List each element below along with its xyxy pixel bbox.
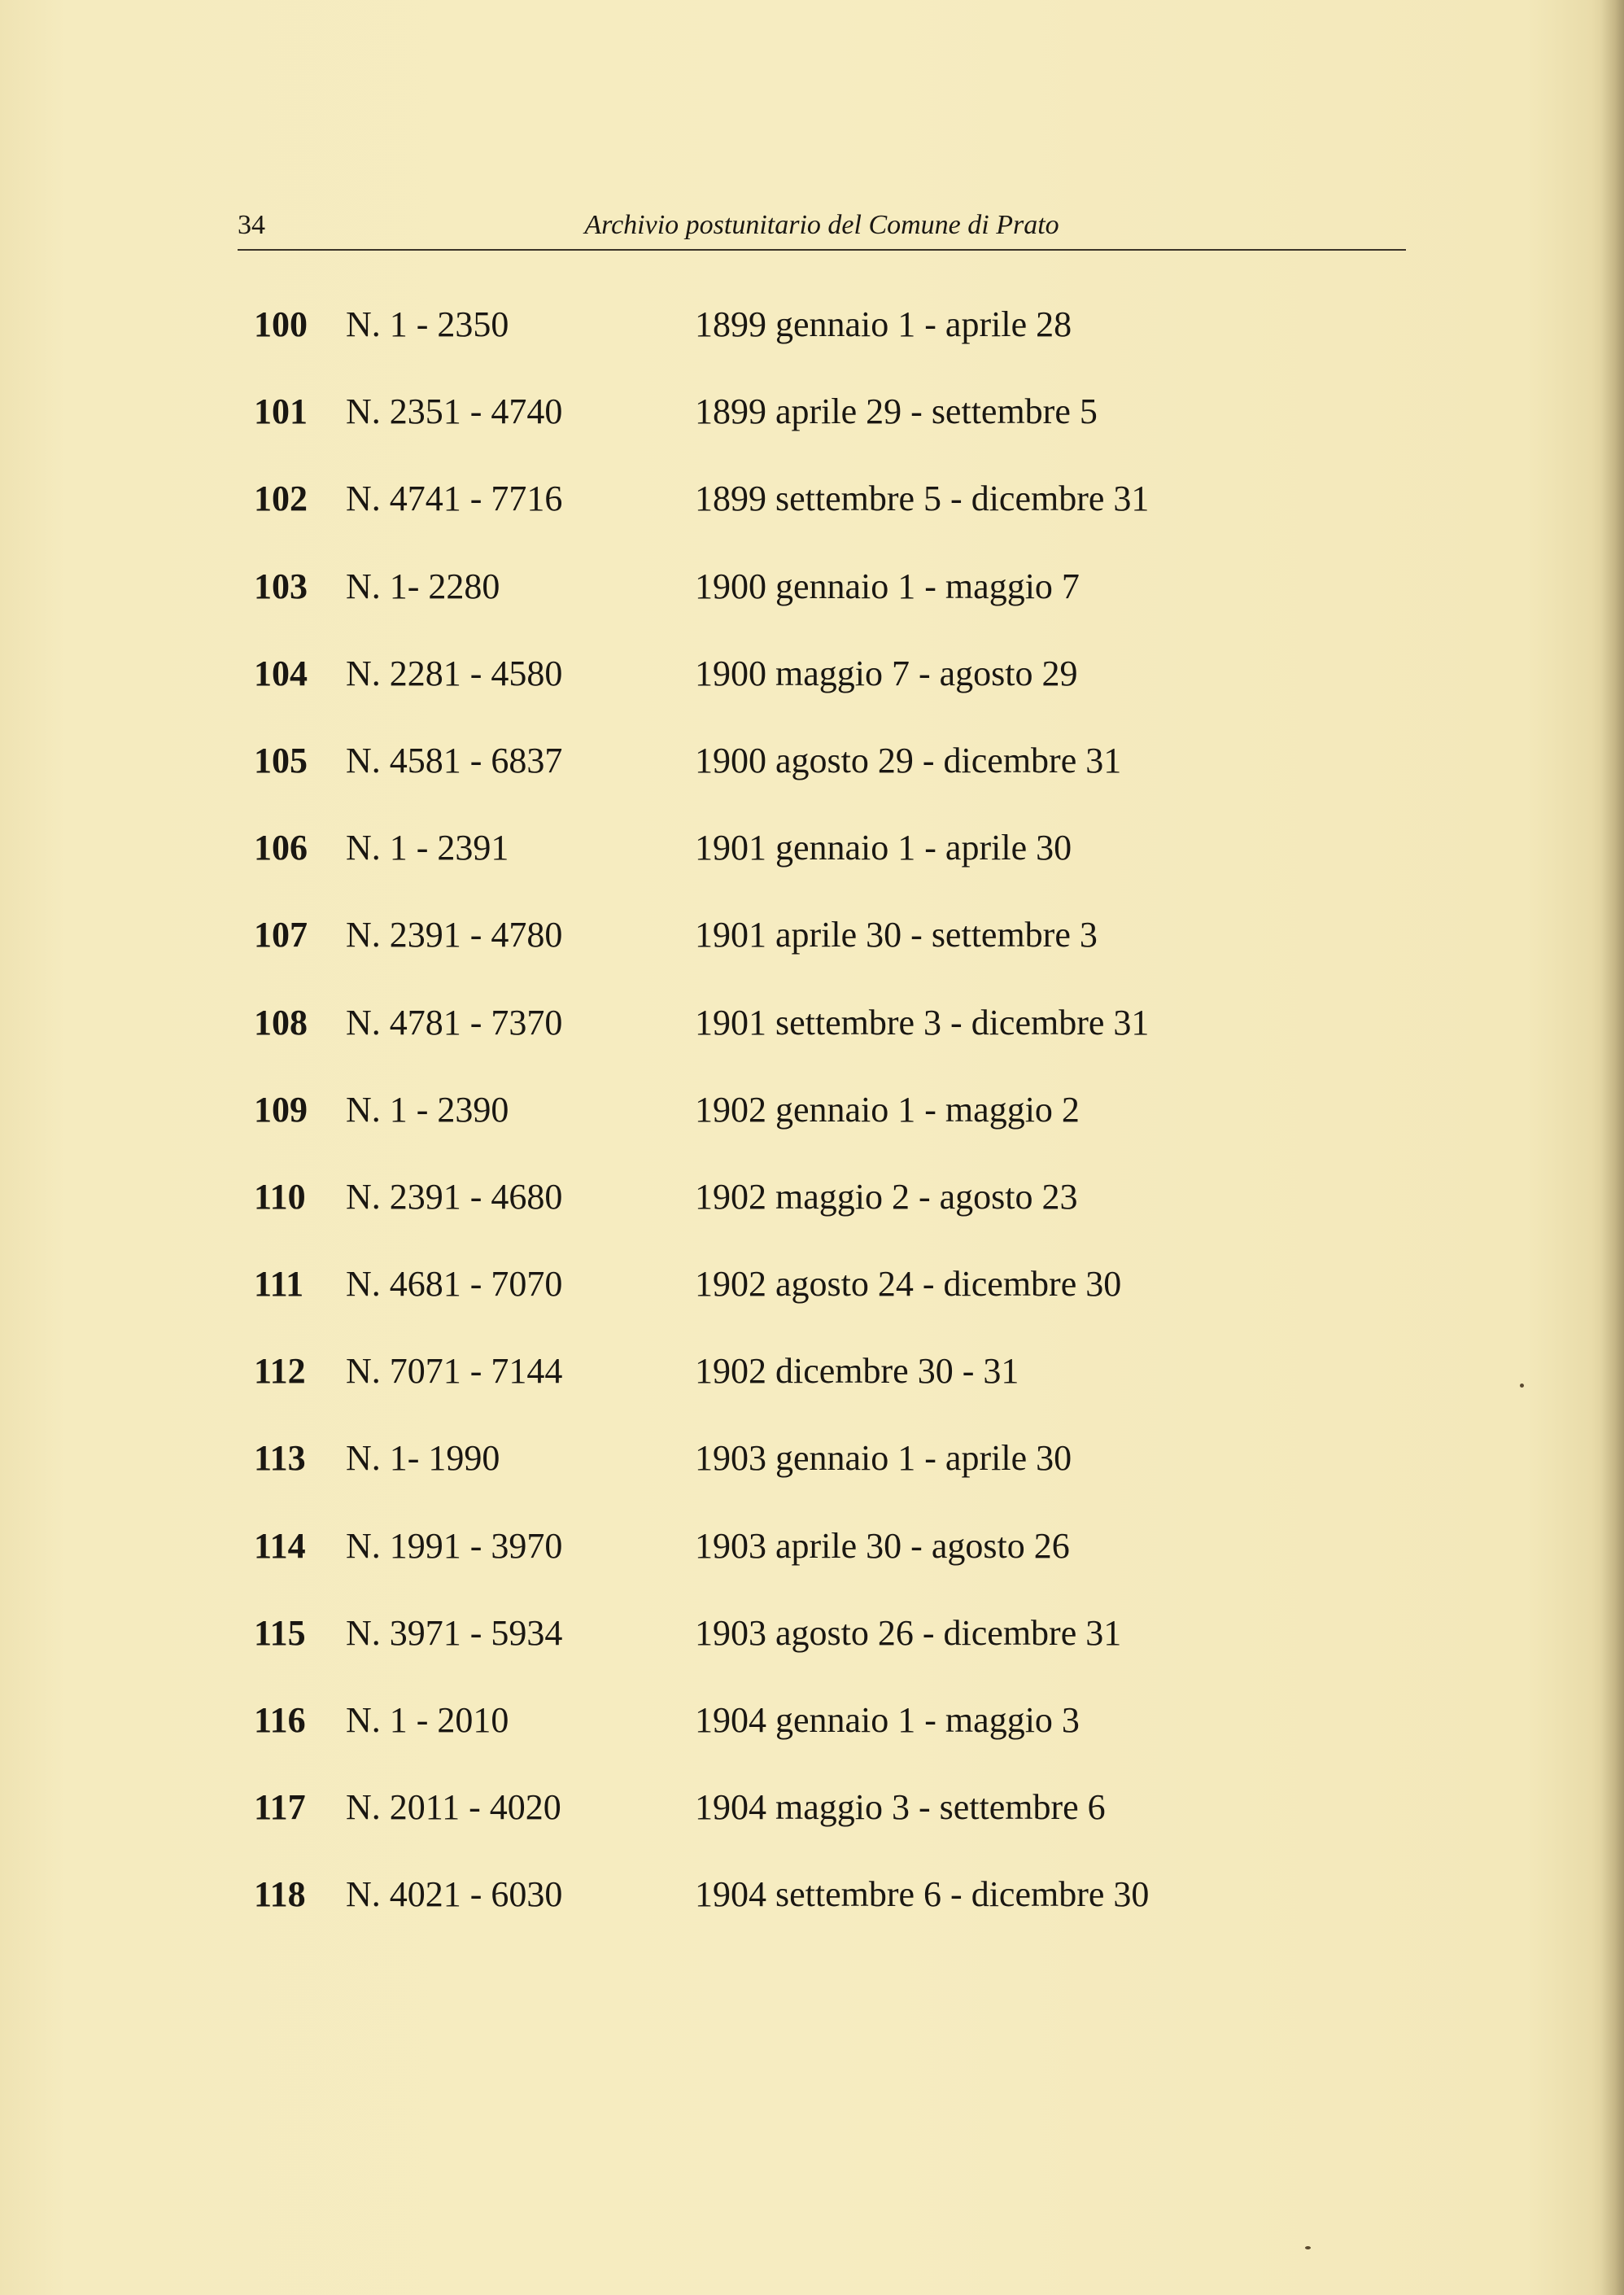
item-number: 114 bbox=[254, 1525, 306, 1566]
document-range: N. 1 - 2350 bbox=[346, 304, 509, 344]
document-range: N. 1- 2280 bbox=[346, 566, 500, 606]
date-range: 1904 gennaio 1 - maggio 3 bbox=[695, 1700, 1080, 1740]
inventory-row bbox=[0, 994, 1624, 1082]
inventory-row bbox=[0, 1082, 1624, 1169]
item-number: 115 bbox=[254, 1612, 306, 1653]
inventory-row bbox=[0, 296, 1624, 383]
date-range: 1902 gennaio 1 - maggio 2 bbox=[695, 1089, 1080, 1130]
item-number: 100 bbox=[254, 304, 308, 344]
item-number: 110 bbox=[254, 1176, 306, 1217]
inventory-row bbox=[0, 1430, 1624, 1517]
item-number: 113 bbox=[254, 1438, 306, 1479]
date-range: 1901 gennaio 1 - aprile 30 bbox=[695, 828, 1072, 868]
document-range: N. 2391 - 4680 bbox=[346, 1176, 563, 1217]
date-range: 1900 maggio 7 - agosto 29 bbox=[695, 653, 1078, 693]
document-range: N. 2011 - 4020 bbox=[346, 1787, 561, 1828]
inventory-row bbox=[0, 1169, 1624, 1256]
item-number: 116 bbox=[254, 1700, 306, 1740]
document-range: N. 1991 - 3970 bbox=[346, 1525, 563, 1566]
item-number: 111 bbox=[254, 1264, 304, 1305]
inventory-row bbox=[0, 1692, 1624, 1779]
document-range: N. 1- 1990 bbox=[346, 1438, 500, 1479]
item-number: 106 bbox=[254, 828, 308, 868]
document-range: N. 2351 - 4740 bbox=[346, 391, 563, 432]
item-number: 107 bbox=[254, 915, 308, 955]
date-range: 1901 settembre 3 - dicembre 31 bbox=[695, 1002, 1150, 1043]
date-range: 1902 maggio 2 - agosto 23 bbox=[695, 1176, 1078, 1217]
date-range: 1899 aprile 29 - settembre 5 bbox=[695, 391, 1098, 432]
document-range: N. 4581 - 6837 bbox=[346, 740, 563, 780]
inventory-row bbox=[0, 732, 1624, 820]
item-number: 109 bbox=[254, 1089, 308, 1130]
item-number: 118 bbox=[254, 1874, 306, 1915]
page-header bbox=[238, 203, 1406, 251]
inventory-row bbox=[0, 1779, 1624, 1866]
document-range: N. 3971 - 5934 bbox=[346, 1612, 563, 1653]
date-range: 1904 maggio 3 - settembre 6 bbox=[695, 1787, 1106, 1828]
document-range: N. 2281 - 4580 bbox=[346, 653, 563, 693]
document-range: N. 2391 - 4780 bbox=[346, 915, 563, 955]
date-range: 1904 settembre 6 - dicembre 30 bbox=[695, 1874, 1150, 1915]
inventory-row bbox=[0, 383, 1624, 470]
item-number: 103 bbox=[254, 566, 308, 606]
item-number: 105 bbox=[254, 740, 308, 780]
item-number: 117 bbox=[254, 1787, 306, 1828]
page-number: 34 bbox=[238, 210, 265, 240]
item-number: 108 bbox=[254, 1002, 308, 1043]
document-range: N. 1 - 2390 bbox=[346, 1089, 509, 1130]
date-range: 1899 settembre 5 - dicembre 31 bbox=[695, 479, 1150, 519]
item-number: 102 bbox=[254, 479, 308, 519]
date-range: 1903 agosto 26 - dicembre 31 bbox=[695, 1612, 1122, 1653]
inventory-row bbox=[0, 1343, 1624, 1430]
date-range: 1902 dicembre 30 - 31 bbox=[695, 1351, 1019, 1392]
inventory-row bbox=[0, 470, 1624, 557]
item-number: 104 bbox=[254, 653, 308, 693]
item-number: 112 bbox=[254, 1351, 306, 1392]
inventory-row bbox=[0, 1605, 1624, 1692]
inventory-row bbox=[0, 907, 1624, 994]
inventory-row bbox=[0, 820, 1624, 907]
document-range: N. 4681 - 7070 bbox=[346, 1264, 563, 1305]
date-range: 1903 gennaio 1 - aprile 30 bbox=[695, 1438, 1072, 1479]
inventory-row bbox=[0, 645, 1624, 732]
inventory-list bbox=[0, 296, 1624, 1954]
inventory-row bbox=[0, 1866, 1624, 1953]
document-range: N. 1 - 2391 bbox=[346, 828, 509, 868]
document-range: N. 1 - 2010 bbox=[346, 1700, 509, 1740]
running-title: Archivio postunitario del Comune di Prato bbox=[584, 210, 1059, 240]
date-range: 1903 aprile 30 - agosto 26 bbox=[695, 1525, 1070, 1566]
inventory-row bbox=[0, 558, 1624, 645]
paper-speck bbox=[1520, 1384, 1524, 1388]
document-range: N. 7071 - 7144 bbox=[346, 1351, 563, 1392]
inventory-row bbox=[0, 1256, 1624, 1343]
item-number: 101 bbox=[254, 391, 308, 432]
document-range: N. 4021 - 6030 bbox=[346, 1874, 563, 1915]
date-range: 1900 gennaio 1 - maggio 7 bbox=[695, 566, 1080, 606]
date-range: 1902 agosto 24 - dicembre 30 bbox=[695, 1264, 1122, 1305]
document-range: N. 4781 - 7370 bbox=[346, 1002, 563, 1043]
paper-speck bbox=[1305, 2246, 1311, 2249]
inventory-row bbox=[0, 1518, 1624, 1605]
date-range: 1899 gennaio 1 - aprile 28 bbox=[695, 304, 1072, 344]
date-range: 1900 agosto 29 - dicembre 31 bbox=[695, 740, 1122, 780]
document-range: N. 4741 - 7716 bbox=[346, 479, 563, 519]
date-range: 1901 aprile 30 - settembre 3 bbox=[695, 915, 1098, 955]
